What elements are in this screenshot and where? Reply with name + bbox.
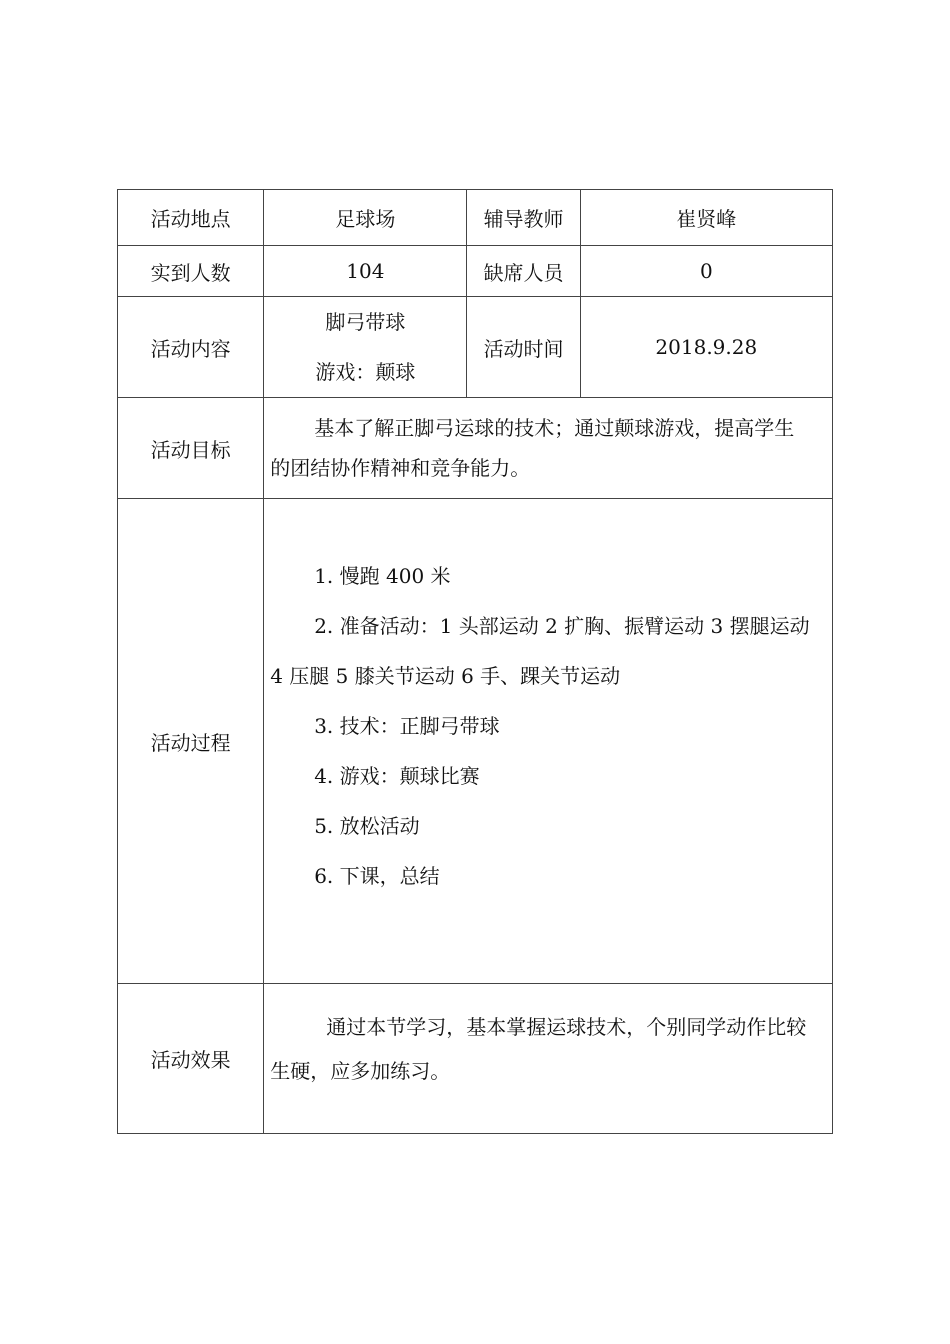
row-effect	[118, 984, 833, 1134]
value-time: 2018.9.28	[580, 297, 832, 398]
value-absent: 0	[580, 246, 832, 297]
label-attendance: 实到人数	[118, 246, 264, 297]
goal-text: 基本了解正脚弓运球的技术；通过颠球游戏，提高学生的团结协作精神和竞争能力。	[270, 416, 795, 480]
value-process	[264, 499, 833, 984]
process-step: 1. 慢跑 400 米	[314, 564, 451, 588]
content-line: 脚弓带球	[325, 310, 406, 334]
value-attendance: 104	[264, 246, 467, 297]
label-effect: 活动效果	[118, 984, 264, 1134]
effect-text: 通过本节学习，基本掌握运球技术，个别同学动作比较生硬，应多加练习。	[270, 1014, 807, 1083]
process-step: 6. 下课，总结	[314, 864, 440, 888]
value-location: 足球场	[264, 190, 467, 246]
process-step: 3. 技术：正脚弓带球	[314, 714, 500, 738]
process-steps	[264, 551, 832, 931]
process-step: 5. 放松活动	[314, 814, 420, 838]
label-process: 活动过程	[118, 499, 264, 984]
label-absent: 缺席人员	[467, 246, 580, 297]
label-teacher: 辅导教师	[467, 190, 580, 246]
row-location	[118, 190, 833, 246]
process-step: 2. 准备活动：1 头部运动 2 扩胸、振臂运动 3 摆腿运动 4 压腿 5 膝关节运动 6 手、踝关节运动	[270, 614, 810, 688]
content-line: 游戏：颠球	[315, 360, 416, 384]
activity-record-table	[117, 189, 833, 1134]
label-content: 活动内容	[118, 297, 264, 398]
value-teacher: 崔贤峰	[580, 190, 832, 246]
value-content	[264, 297, 467, 398]
value-goal	[264, 398, 833, 499]
process-step: 4. 游戏：颠球比赛	[314, 764, 480, 788]
label-location: 活动地点	[118, 190, 264, 246]
label-goal: 活动目标	[118, 398, 264, 499]
label-time: 活动时间	[467, 297, 580, 398]
row-content	[118, 297, 833, 398]
value-effect	[264, 984, 833, 1134]
row-process	[118, 499, 833, 984]
row-attendance	[118, 246, 833, 297]
row-goal	[118, 398, 833, 499]
